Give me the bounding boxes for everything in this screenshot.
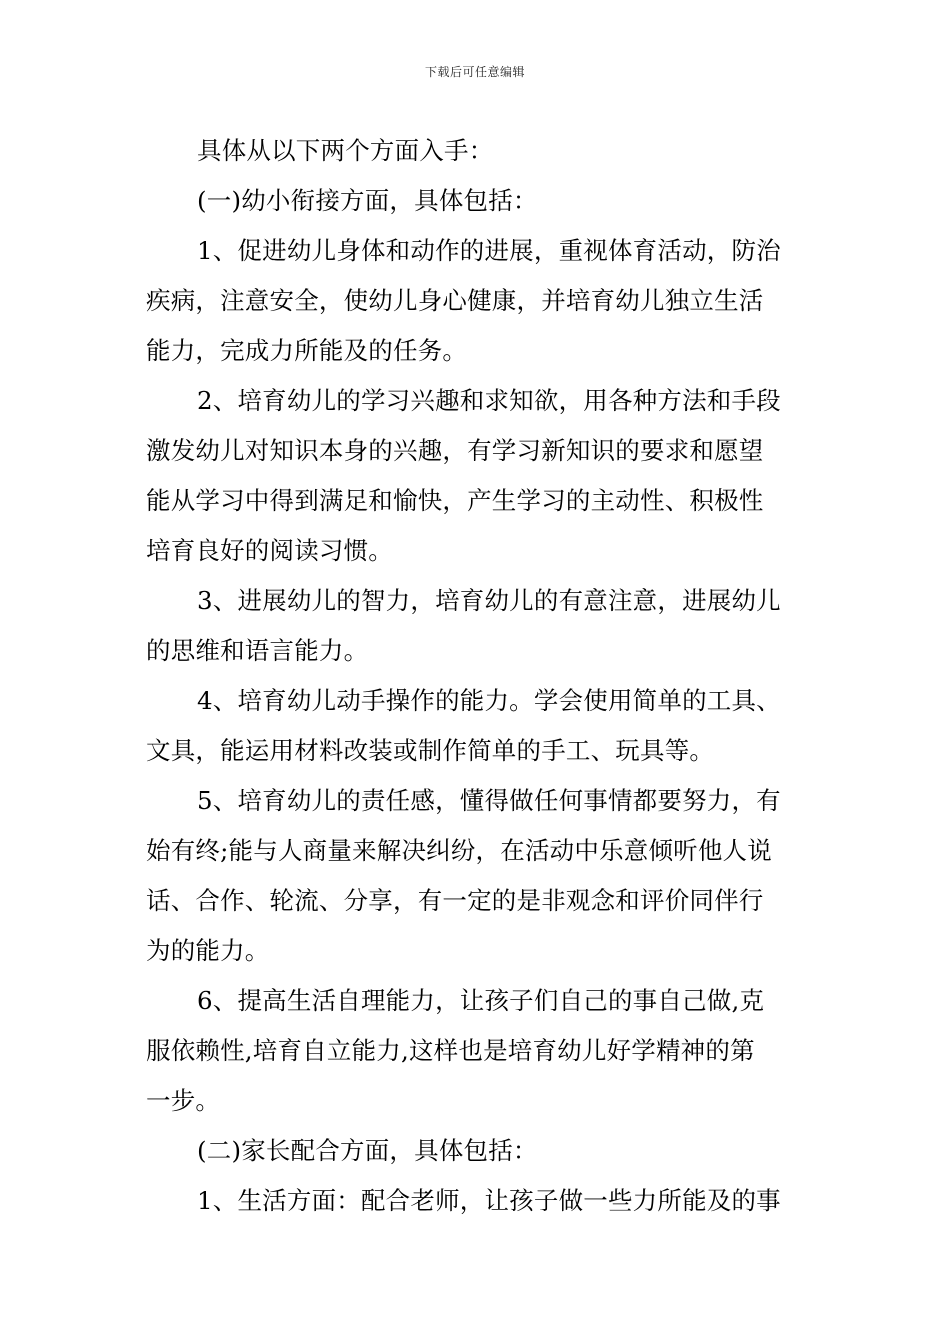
paragraph-item-6-continued: 服依赖性,培育自立能力,这样也是培育幼儿好学精神的第	[146, 1036, 755, 1065]
paragraph-item-1: 1、促进幼儿身体和动作的进展，重视体育活动，防治	[197, 236, 781, 265]
paragraph-intro: 具体从以下两个方面入手：	[197, 136, 494, 165]
paragraph-item-5: 5、培育幼儿的责任感，懂得做任何事情都要努力，有	[197, 786, 781, 815]
paragraph-item-1-continued: 疾病，注意安全，使幼儿身心健康，并培育幼儿独立生活	[146, 286, 764, 315]
paragraph-item-2: 2、培育幼儿的学习兴趣和求知欲，用各种方法和手段	[197, 386, 781, 415]
paragraph-item-2-continued: 培育良好的阅读习惯。	[146, 536, 393, 565]
section-heading-2: (二)家长配合方面，具体包括：	[197, 1136, 538, 1165]
paragraph-item-2-continued: 能从学习中得到满足和愉快，产生学习的主动性、积极性	[146, 486, 764, 515]
section-heading-1: (一)幼小衔接方面，具体包括：	[197, 186, 538, 215]
paragraph-item-4-continued: 文具，能运用材料改装或制作简单的手工、玩具等。	[146, 736, 715, 765]
paragraph-item-5-continued: 始有终;能与人商量来解决纠纷，在活动中乐意倾听他人说	[146, 836, 772, 865]
paragraph-item-1-continued: 能力，完成力所能及的任务。	[146, 336, 468, 365]
paragraph-item-3-continued: 的思维和语言能力。	[146, 636, 369, 665]
paragraph-item-6-continued: 一步。	[146, 1086, 221, 1115]
paragraph-item-2-continued: 激发幼儿对知识本身的兴趣，有学习新知识的要求和愿望	[146, 436, 764, 465]
document-body	[146, 126, 810, 1226]
paragraph-item-3: 3、进展幼儿的智力，培育幼儿的有意注意，进展幼儿	[197, 586, 781, 615]
page-header-note: 下载后可任意编辑	[424, 65, 525, 79]
paragraph-item-6: 6、提高生活自理能力，让孩子们自己的事自己做,克	[197, 986, 765, 1015]
paragraph-parent-item-1: 1、生活方面：配合老师，让孩子做一些力所能及的事	[197, 1186, 781, 1215]
paragraph-item-5-continued: 为的能力。	[146, 936, 270, 965]
paragraph-item-4: 4、培育幼儿动手操作的能力。学会使用简单的工具、	[197, 686, 781, 715]
paragraph-item-5-continued: 话、合作、轮流、分享，有一定的是非观念和评价同伴行	[146, 886, 764, 915]
